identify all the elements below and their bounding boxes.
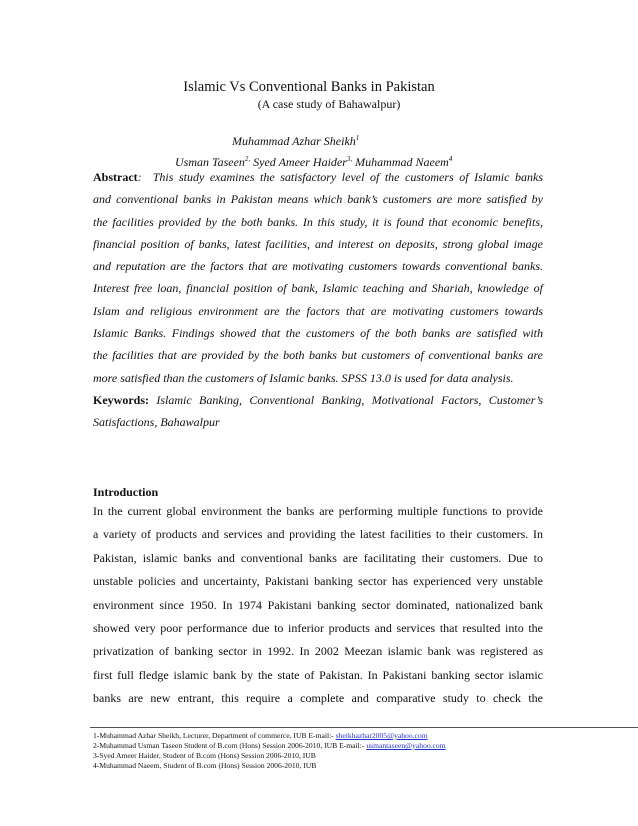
- introduction-line: environment since 1950. In 1974 Pakistani banking sector dominated, nationalized bank: [93, 597, 543, 612]
- footnote-text: 1-Muhammad Azhar Sheikh, Lecturer, Department of commerce, IUB E-mail:-: [93, 731, 336, 740]
- paper-subtitle-text: (A case study of Bahawalpur): [257, 97, 401, 111]
- abstract-line: the facilities provided by the both banks. In this study, it is found that economic benefits,: [93, 214, 543, 229]
- abstract-line: [93, 166, 543, 188]
- introduction-line: showed very poor performance due to inferior products and services that resulted into the: [93, 621, 543, 636]
- abstract-separator: :: [137, 170, 142, 184]
- paper-subtitle: [0, 97, 638, 112]
- keywords-label: Keywords:: [93, 392, 149, 407]
- abstract-line: and conventional banks in Pakistan means which bank’s customers are more satisfied by: [93, 192, 543, 207]
- introduction-line: privatization of banking sector in 1992. In 2002 Meezan islamic bank was registered as: [93, 644, 543, 659]
- paper-title-text: Islamic Vs Conventional Banks in Pakistan: [183, 79, 435, 95]
- author-name: Muhammad Azhar Sheikh: [232, 134, 356, 148]
- abstract-line: the facilities that are provided by the both banks but customers of conventional banks are: [93, 348, 543, 363]
- abstract-text: This study examines the satisfactory level of the customers of Islamic banks: [152, 170, 543, 184]
- keywords-text: Islamic Banking, Conventional Banking, Motivational Factors, Customer’s: [156, 392, 543, 407]
- author-name: Syed Ameer Haider: [253, 155, 347, 169]
- footnote-text: 3-Syed Ameer Haider, Student of B.com (Hons) Session 2006-2010, IUB: [93, 751, 316, 760]
- email-link[interactable]: sheikhazhar2005@yahoo.com: [335, 731, 428, 740]
- introduction-heading: Introduction: [93, 485, 159, 499]
- author-affiliation-mark: 2,: [244, 155, 251, 163]
- author-affiliation-mark: 1: [355, 134, 360, 142]
- abstract-line: and reputation are the factors that are motivating customers towards conventional banks.: [93, 259, 543, 274]
- abstract-line: financial position of banks, latest facilities, and interest on deposits, strong global image: [93, 236, 543, 251]
- introduction-line: a variety of products and services and providing the latest facilities to their customers. In: [93, 527, 543, 542]
- abstract-section: [93, 166, 543, 434]
- introduction-line: In the current global environment the banks are performing multiple functions to provide: [93, 504, 543, 518]
- keywords-line: Satisfactions, Bahawalpur: [93, 415, 220, 430]
- author-line-1: [232, 134, 359, 149]
- author-affiliation-mark: 4: [448, 155, 453, 163]
- introduction-line: Pakistan, islamic banks and conventional banks are facilitating their customers. Due to: [93, 550, 543, 565]
- abstract-line: Interest free loan, financial position of bank, Islamic teaching and Shariah, knowledge of: [93, 281, 543, 296]
- keywords-line: [93, 389, 543, 411]
- abstract-line: Islamic Banks. Findings showed that the customers of the both banks are satisfied with: [93, 326, 543, 341]
- footnote-1: [93, 731, 446, 741]
- footnote-separator: [90, 727, 638, 728]
- paper-title: [0, 79, 638, 96]
- footnote-4: [93, 761, 446, 771]
- author-affiliation-mark: 3,: [346, 155, 353, 163]
- introduction-line: unstable policies and uncertainty, Pakistani banking sector has experienced very unstable: [93, 574, 543, 589]
- introduction-body: [93, 500, 543, 711]
- author-name: Usman Taseen: [175, 155, 245, 169]
- footnote-2: [93, 741, 446, 751]
- email-link[interactable]: usmantaseen@yahoo.com: [366, 741, 446, 750]
- introduction-line: first full fledge islamic bank by the state of Pakistan. In Pakistani banking sector islamic: [93, 667, 543, 682]
- introduction-line: banks are new entrant, this require a complete and comparative study to check the: [93, 691, 543, 706]
- abstract-label: Abstract: [93, 170, 138, 184]
- footnotes: [93, 731, 446, 771]
- abstract-line: Islam and religious environment are the factors that are motivating customers towards: [93, 303, 543, 318]
- author-name: Muhammad Naeem: [355, 155, 449, 169]
- footnote-text: 2-Muhammad Usman Taseen Student of B.com (Hons) Session 2006-2010, IUB E-mail:-: [93, 741, 367, 750]
- footnote-3: [93, 751, 446, 761]
- abstract-line: more satisfied than the customers of Islamic banks. SPSS 13.0 is used for data analysis.: [93, 370, 514, 385]
- footnote-text: 4-Muhammad Naeem, Student of B.com (Hons) Session 2006-2010, IUB: [93, 761, 317, 770]
